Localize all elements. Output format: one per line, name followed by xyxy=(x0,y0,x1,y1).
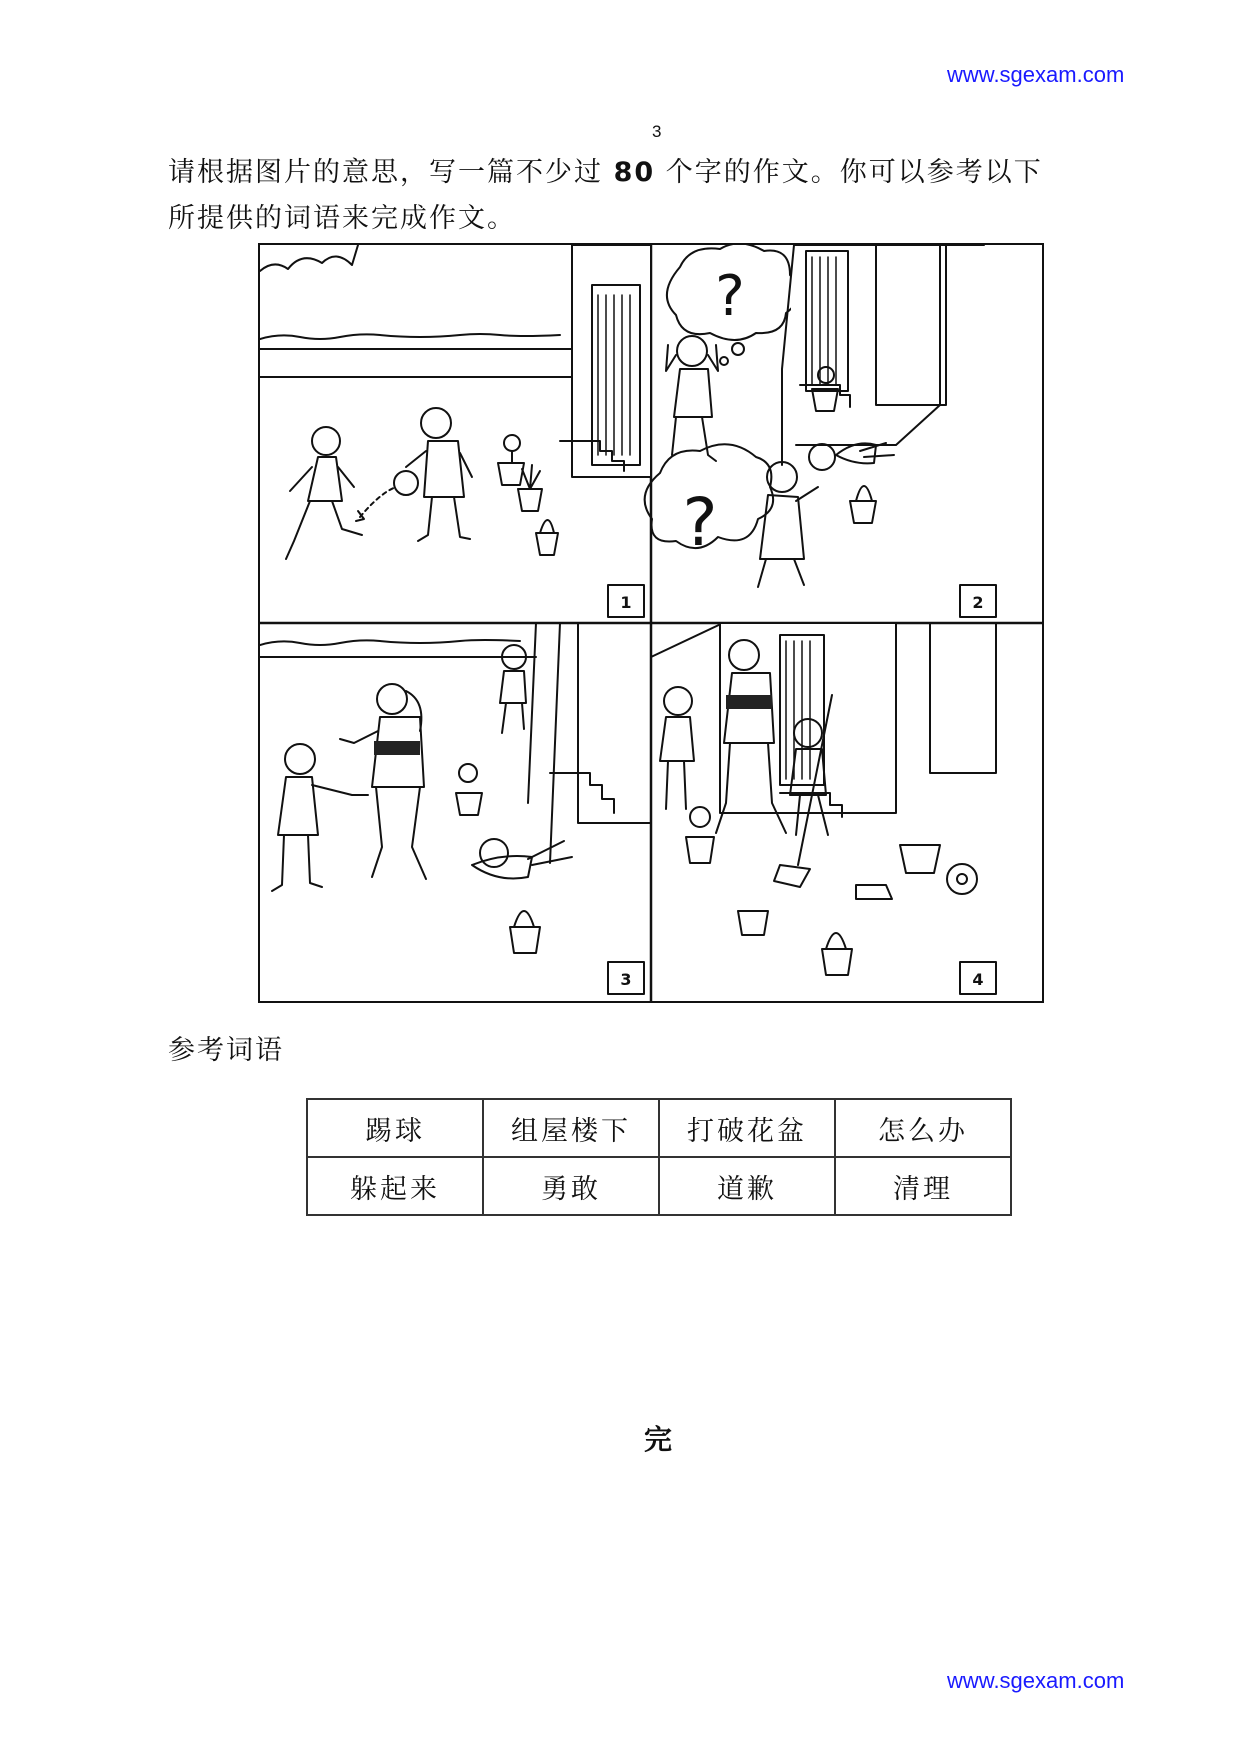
word-cell: 清理 xyxy=(835,1157,1011,1215)
table-row xyxy=(307,1157,1011,1215)
svg-text:4: 4 xyxy=(972,970,984,989)
panel-number-box-4 xyxy=(960,962,996,994)
reference-words-title: 参考词语 xyxy=(168,1035,284,1066)
word-cell: 怎么办 xyxy=(835,1099,1011,1157)
comic-strip xyxy=(258,243,1044,1003)
svg-text:3: 3 xyxy=(620,970,632,989)
site-url-bottom[interactable]: www.sgexam.com xyxy=(947,1668,1125,1693)
end-mark: 完 xyxy=(644,1423,673,1456)
comic-panel-1 xyxy=(260,245,651,559)
page-number: 3 xyxy=(652,122,662,141)
comic-panel-4 xyxy=(651,623,996,975)
word-cell: 踢球 xyxy=(307,1099,483,1157)
panel-number-box-3 xyxy=(608,962,644,994)
question-mark-2: ? xyxy=(682,484,718,561)
word-cell: 躲起来 xyxy=(307,1157,483,1215)
word-cell: 勇敢 xyxy=(483,1157,659,1215)
comic-panel-3 xyxy=(260,623,651,953)
instruction-word-count: 80 xyxy=(613,157,656,188)
word-cell: 打破花盆 xyxy=(659,1099,835,1157)
panel-number-box-1 xyxy=(608,585,644,617)
reference-words-table xyxy=(306,1098,1012,1216)
instruction-text-b: 个字的作文。你可以参考以下 xyxy=(655,157,1043,188)
svg-text:1: 1 xyxy=(620,593,632,612)
table-row xyxy=(307,1099,1011,1157)
site-url-top[interactable]: www.sgexam.com xyxy=(947,62,1125,87)
instruction-line-2: 所提供的词语来完成作文。 xyxy=(168,203,516,234)
svg-text:2: 2 xyxy=(972,593,984,612)
word-cell: 组屋楼下 xyxy=(483,1099,659,1157)
instruction-line-1 xyxy=(168,150,1043,189)
question-mark-1: ? xyxy=(715,264,745,329)
panel-number-box-2 xyxy=(960,585,996,617)
word-cell: 道歉 xyxy=(659,1157,835,1215)
instruction-text-a: 请根据图片的意思，写一篇不少过 xyxy=(168,157,614,188)
